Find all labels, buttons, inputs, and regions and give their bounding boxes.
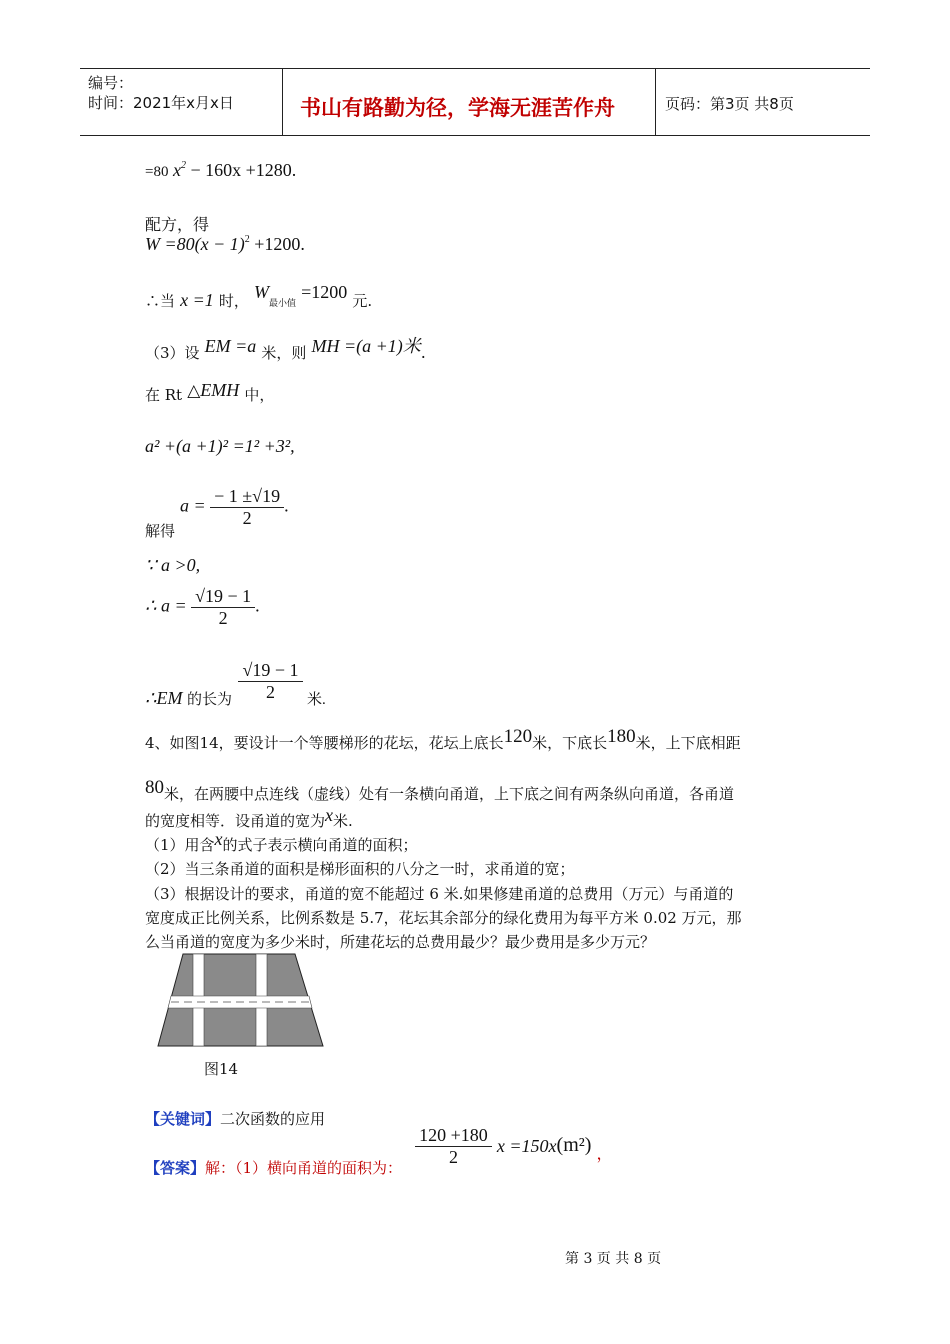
problem4-line1	[145, 726, 741, 754]
question-1-x: x	[214, 829, 223, 849]
quadratic-solution	[180, 486, 289, 529]
question-3-line2: 宽度成正比例关系，比例系数是 5.7，花坛其余部分的绿化费用为每平方米 0.02 万元，那	[145, 909, 742, 927]
therefore-when: ∴当	[145, 292, 176, 310]
em-equals-a: EM =a	[204, 336, 257, 356]
min-value-line	[145, 282, 373, 311]
mh-equals: MH =(a +1)米	[311, 336, 421, 356]
a-solution	[145, 586, 260, 629]
triangle-icon: △	[187, 381, 201, 401]
when-suffix: 时，	[218, 292, 249, 310]
yuan-unit: 元.	[352, 292, 373, 310]
part3-mi: 米，则	[261, 344, 307, 362]
keyword-tag: 【关键词】	[145, 1110, 221, 1128]
pythagoras-equation: a² +(a +1)² =1² +3²,	[145, 436, 295, 456]
fraction-a-denominator: 2	[242, 508, 252, 528]
equation-completed-lhs: W =80(x − 1)	[145, 234, 245, 254]
answer-area-expression: x =150x	[496, 1136, 557, 1156]
answer-unit: (m²)	[556, 1134, 592, 1156]
equation-completed-rhs: +1200.	[249, 234, 305, 254]
header-bottom-border	[80, 135, 870, 136]
problem4-intro: 4、如图14，要设计一个等腰梯形的花坛，花坛上底长	[145, 734, 504, 752]
therefore-a: ∴ a =	[145, 595, 187, 616]
keyword-text: 二次函数的应用	[220, 1110, 326, 1128]
problem4-line2	[145, 777, 735, 805]
question-2: （2）当三条甬道的面积是梯形面积的八分之一时，求甬道的宽；	[145, 860, 575, 878]
equation-expanded-rhs: − 160x +1280.	[190, 160, 297, 180]
answer-fraction-denominator: 2	[448, 1147, 458, 1167]
fraction-em-numerator: √19 − 1	[242, 660, 299, 680]
triangle-emh: EMH	[200, 380, 240, 400]
fraction-a-numerator: − 1 ±√19	[214, 486, 281, 506]
in-rt: 在 Rt	[145, 386, 183, 404]
period-1: .	[284, 495, 289, 516]
equation-x-squared: $x^2$	[172, 160, 186, 180]
em-length-label: 的长为	[186, 691, 232, 708]
therefore-em: ∴EM	[145, 687, 183, 708]
answer-line	[145, 1125, 613, 1177]
fraction-em-denominator: 2	[265, 682, 275, 702]
equation-expanded	[145, 160, 296, 181]
header-motto: 书山有路勤为径，学海无涯苦作舟	[300, 96, 615, 120]
answer-text: 解：（1）横向甬道的面积为：	[205, 1159, 403, 1177]
part3-setup	[145, 338, 426, 364]
part3-period: .	[420, 343, 426, 362]
header-divider-1	[282, 68, 283, 136]
part3-prefix: （3）设	[145, 344, 200, 362]
fraction-solution	[191, 586, 255, 629]
problem4-line3	[145, 805, 353, 831]
top-base-length: 120	[503, 726, 533, 747]
right-triangle-line	[145, 380, 275, 405]
a-equals: a =	[180, 495, 206, 516]
fraction-a	[210, 486, 284, 529]
rt-zhong: 中，	[244, 386, 275, 404]
fraction-em	[238, 660, 302, 703]
jiede-text: 解得	[145, 522, 176, 540]
question-3-line1: （3）根据设计的要求，甬道的宽不能超过 6 米.如果修建甬道的总费用（万元）与甬道的	[145, 885, 734, 903]
equation-completed-square: $W =80(x - 1)^2 +1200$.	[145, 234, 305, 254]
w-min-subscript: 最小值	[268, 299, 296, 309]
w-min-value: =1200	[301, 282, 348, 302]
equation-expanded-lhs: =80	[145, 164, 169, 180]
header-top-border	[80, 68, 870, 69]
trapezoid-figure	[155, 952, 327, 1048]
a-positive: ∵ a >0,	[145, 555, 201, 575]
question-1-text: 的式子表示横向甬道的面积；	[222, 836, 418, 854]
height-length: 80	[145, 777, 164, 798]
answer-tag: 【答案】	[145, 1159, 206, 1177]
problem4-line3-unit: 米.	[333, 812, 353, 830]
question-1	[145, 829, 418, 855]
problem4-height-label: 米，上下底相距	[635, 734, 741, 752]
header-divider-2	[655, 68, 656, 136]
width-x: x	[325, 805, 334, 825]
figure-caption: 图14	[204, 1060, 239, 1078]
w-symbol: W	[253, 282, 269, 302]
header-date-label: 时间：2021年x月x日	[88, 94, 234, 112]
answer-comma: ，	[596, 1144, 613, 1163]
header-page-label: 页码：第3页 共8页	[665, 95, 794, 113]
question-3-line3: 么当甬道的宽度为多少米时，所建花坛的总费用最少？最少费用是多少万元？	[145, 933, 656, 951]
fraction-solution-numerator: √19 − 1	[195, 586, 252, 606]
answer-fraction	[415, 1125, 492, 1168]
question-1-prefix: （1）用含	[145, 836, 215, 854]
bottom-base-length: 180	[607, 726, 636, 747]
peifang-text: 配方，得	[145, 215, 210, 234]
footer-page-number: 第 3 页 共 8 页	[565, 1251, 662, 1267]
problem4-line2-text: 米，在两腰中点连线（虚线）处有一条横向甬道，上下底之间有两条纵向甬道，各甬道	[164, 785, 735, 803]
period-2: .	[255, 595, 260, 616]
fraction-solution-denominator: 2	[218, 608, 228, 628]
x-equals-one: x =1	[180, 290, 214, 310]
answer-fraction-numerator: 120 +180	[419, 1125, 488, 1145]
problem4-bottom-label: 米，下底长	[532, 734, 608, 752]
problem4-line3-text: 的宽度相等．设甬道的宽为	[145, 812, 326, 830]
header-number-label: 编号：	[88, 74, 134, 92]
em-unit: 米.	[307, 691, 326, 708]
em-length-line	[145, 660, 326, 708]
